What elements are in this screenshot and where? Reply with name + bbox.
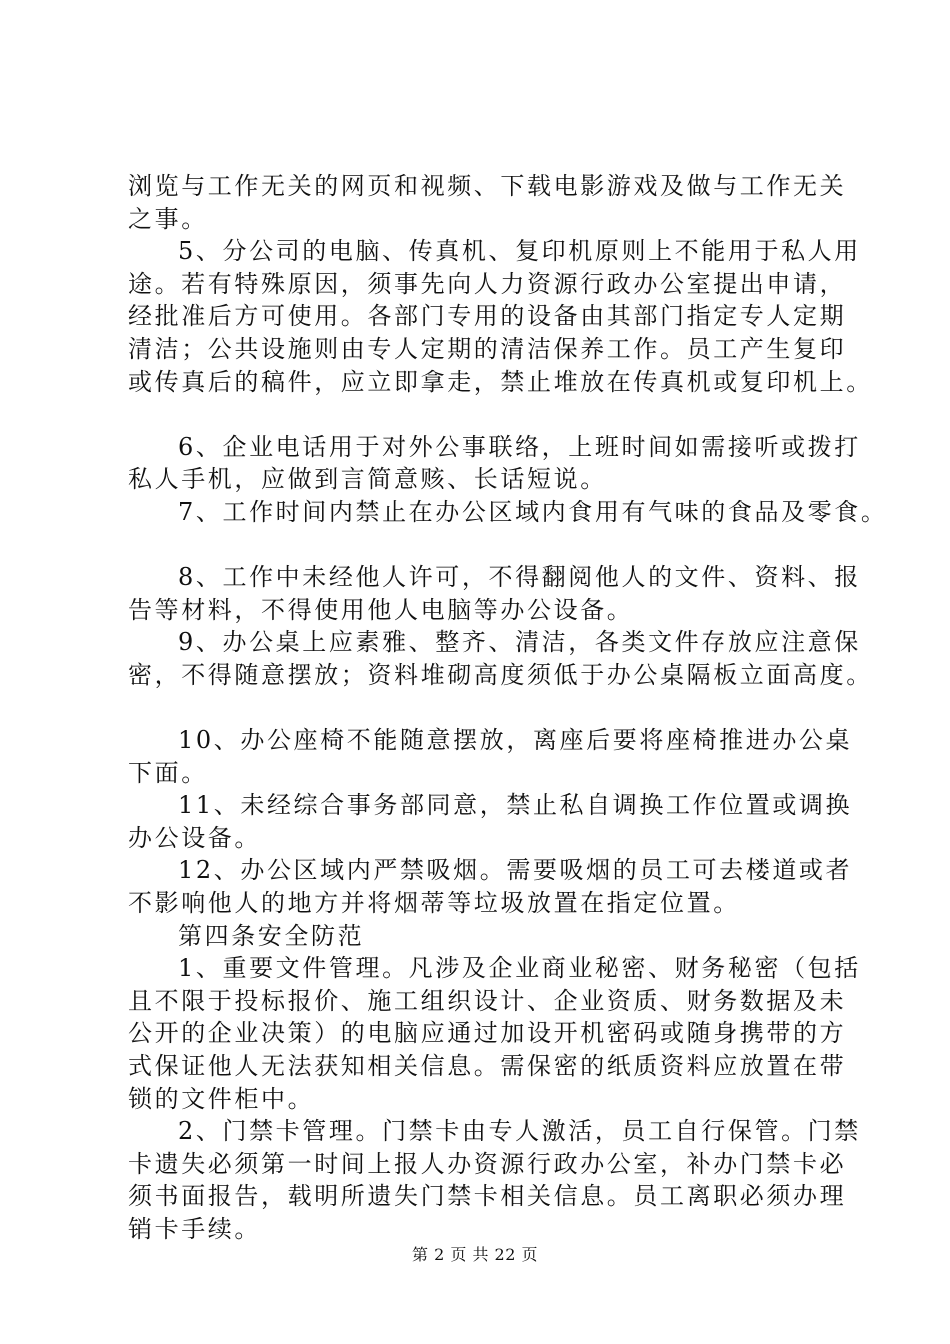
text-line: 清洁；公共设施则由专人定期的清洁保养工作。员工产生复印 [128, 334, 847, 363]
page-footer: 第 2 页 共 22 页 [412, 1245, 538, 1264]
text-line: 1、重要文件管理。凡涉及企业商业秘密、财务秘密（包括 [178, 954, 861, 983]
text-line: 浏览与工作无关的网页和视频、下载电影游戏及做与工作无关 [128, 172, 847, 200]
text-line: 10、办公座椅不能随意摆放，离座后要将座椅推进办公桌 [178, 726, 853, 755]
text-line: 8、工作中未经他人许可，不得翻阅他人的文件、资料、报 [178, 563, 861, 592]
text-line: 9、办公桌上应素雅、整齐、清洁，各类文件存放应注意保 [178, 628, 861, 657]
text-line: 或传真后的稿件，应立即拿走，禁止堆放在传真机或复印机上。 [128, 367, 873, 396]
text-line: 2、门禁卡管理。门禁卡由专人激活，员工自行保管。门禁 [178, 1117, 861, 1146]
text-line: 私人手机，应做到言简意赅、长话短说。 [128, 465, 607, 494]
text-line: 办公设备。 [128, 823, 261, 852]
text-line: 告等材料，不得使用他人电脑等办公设备。 [128, 595, 634, 624]
text-line: 密，不得随意摆放；资料堆砌高度须低于办公桌隔板立面高度。 [128, 660, 873, 689]
text-line: 途。若有特殊原因，须事先向人力资源行政办公室提出申请， [128, 269, 847, 298]
text-line: 式保证他人无法获知相关信息。需保密的纸质资料应放置在带 [128, 1052, 847, 1081]
text-line: 不影响他人的地方并将烟蒂等垃圾放置在指定位置。 [128, 889, 740, 918]
document-body [128, 170, 888, 1246]
blank-line [128, 398, 858, 431]
blank-line [128, 529, 858, 562]
text-line: 12、办公区域内严禁吸烟。需要吸烟的员工可去楼道或者 [178, 856, 853, 885]
text-line: 之事。 [128, 204, 208, 233]
text-line: 须书面报告，载明所遗失门禁卡相关信息。员工离职必须办理 [128, 1182, 847, 1211]
text-line: 且不限于投标报价、施工组织设计、企业资质、财务数据及未 [128, 986, 847, 1015]
text-line: 5、分公司的电脑、传真机、复印机原则上不能用于私人用 [178, 237, 861, 266]
blank-line [128, 692, 858, 725]
text-line: 公开的企业决策）的电脑应通过加设开机密码或随身携带的方 [128, 1019, 847, 1048]
text-line: 经批准后方可使用。各部门专用的设备由其部门指定专人定期 [128, 302, 847, 331]
text-line: 锁的文件柜中。 [128, 1084, 315, 1113]
text-line: 11、未经综合事务部同意，禁止私自调换工作位置或调换 [178, 791, 853, 820]
text-line: 销卡手续。 [128, 1215, 261, 1243]
text-line: 卡遗失必须第一时间上报人办资源行政办公室，补办门禁卡必 [128, 1149, 847, 1178]
text-line: 7、工作时间内禁止在办公区域内食用有气味的食品及零食。 [178, 497, 888, 526]
text-line: 6、企业电话用于对外公事联络，上班时间如需接听或拨打 [178, 432, 861, 461]
text-line: 第四条安全防范 [178, 921, 365, 950]
text-line: 下面。 [128, 758, 208, 787]
